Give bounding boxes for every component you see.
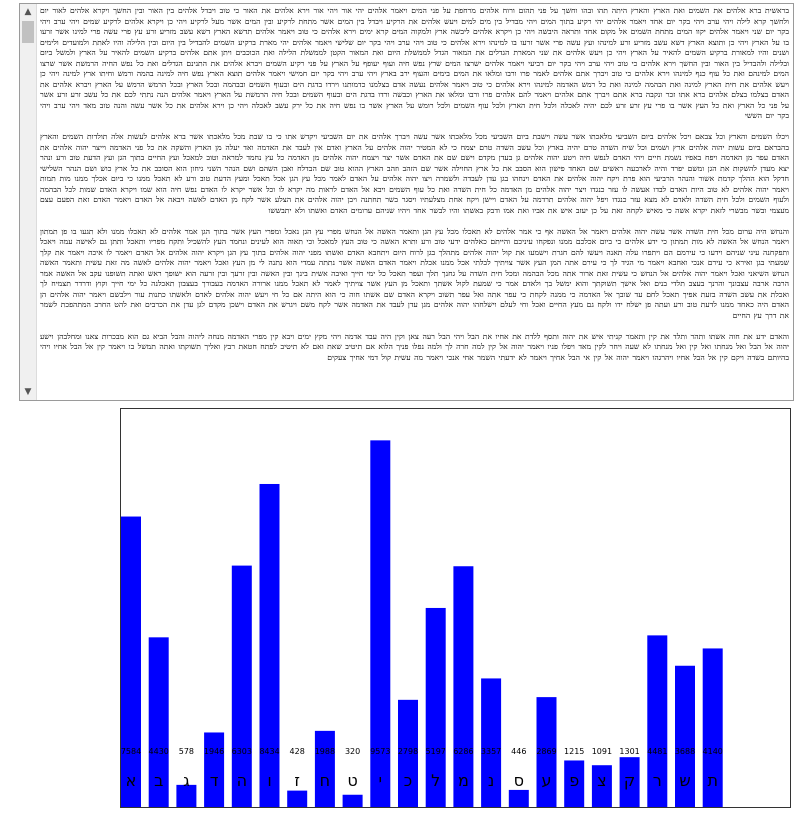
bar-value-label: 320 <box>344 747 361 756</box>
bar-value-label: 3688 <box>674 747 696 756</box>
bar-value-label: 446 <box>511 747 527 756</box>
bar-value-label: 3357 <box>480 747 502 756</box>
bar-value-label: 428 <box>289 747 305 756</box>
bar-value-label: 7584 <box>121 747 142 756</box>
bar-value-label: 9573 <box>370 747 391 756</box>
bar-value-label: 1091 <box>591 747 613 756</box>
category-label: א <box>125 771 137 790</box>
bar-value-label: 6286 <box>453 747 474 756</box>
bar-value-label: 578 <box>178 747 195 756</box>
category-label: ו <box>267 771 272 790</box>
text-content <box>40 6 789 398</box>
bar-value-label: 5197 <box>425 747 446 756</box>
category-label: ד <box>209 771 219 790</box>
bar-value-label: 2869 <box>536 747 557 756</box>
bar-chart-svg <box>121 409 790 807</box>
category-label: ש <box>679 771 691 790</box>
category-label: ס <box>513 771 524 790</box>
category-label: צ <box>597 771 607 790</box>
category-label: כ <box>403 771 413 790</box>
text-paragraph: ויכלו השמים והארץ וכל צבאם ויכל אלהים ביום השביעי מלאכתו אשר עשה וישבת ביום השביעי מכל מלאכתו אשר עשה ויברך אלהים את יום השביעי ויקדש אתו כי בו שבת מכל מלאכתו אשר ברא אלהים לעשות אלה תולדות השמים והארץ בהבראם ביום עשות יהוה אלהים ארץ ושמים וכל שיח השדה טרם יהיה בארץ וכל עשב השדה טרם יצמח כי לא המטיר יהוה אלהים על הארץ ואדם אין לעבד את האדמה ואד יעלה מן הארץ והשקה את כל פני האדמה וייצר יהוה אלהים את האדם עפר מן האדמה ויפח באפיו נשמת חיים ויהי האדם לנפש חיה ויטע יהוה אלהים גן בעדן מקדם וישם שם את האדם אשר יצר ויצמח יהוה אלהים מן האדמה כל עץ נחמד למראה וטוב למאכל ועץ החיים בתוך הגן ועץ הדעת טוב ורע ונהר יצא מעדן להשקות את הגן ומשם יפרד והיה לארבעה ראשים שם האחד פישון הוא הסבב את כל ארץ החוילה אשר שם הזהב וזהב הארץ ההוא טוב שם הבדלח ואבן השהם ושם הנהר השני גיחון הוא הסובב את כל ארץ כוש ושם הנהר השלישי חדקל הוא ההלך קדמת אשור והנהר הרביעי הוא פרת ויקח יהוה אלהים את האדם וינחהו בגן עדן לעבדה ולשמרה ויצו יהוה אלהים על האדם לאמר מכל עץ הגן אכל תאכל ומעץ הדעת טוב ורע לא תאכל ממנו כי ביום אכלך ממנו מות תמות ויאמר יהוה אלהים לא טוב היות האדם לבדו אעשה לו עזר כנגדו ויצר יהוה אלהים מן האדמה כל חית השדה ואת כל עוף השמים ויבא אל האדם לראות מה יקרא לו וכל אשר יקרא לו האדם נפש חיה הוא שמו ויקרא האדם שמות לכל הבהמה ולעוף השמים ולכל חית השדה ולאדם לא מצא עזר כנגדו ויפל יהוה אלהים תרדמה על האדם ויישן ויקח אחת מצלעתיו ויסגר בשר תחתנה ויבן יהוה אלהים את הצלע אשר לקח מן האדם לאשה ויבאה אל האדם ויאמר האדם זאת הפעם עצם מעצמי ובשר מבשרי לזאת יקרא אשה כי מאיש לקחה זאת על כן יעזב איש את אביו ואת אמו ודבק באשתו והיו לבשר אחד ויהיו שניהם ערומים האדם ואשתו ולא יתבששו <box>40 132 789 215</box>
bar-14 <box>509 790 529 807</box>
letter-frequency-chart <box>120 408 791 808</box>
category-label: ת <box>707 771 718 790</box>
category-label: ה <box>236 771 248 790</box>
category-label: ר <box>652 771 662 790</box>
category-label: פ <box>569 771 580 790</box>
text-paragraph: בראשית ברא אלהים את השמים ואת הארץ והארץ היתה תהו ובהו וחשך על פני תהום ורוח אלהים מרחפת על פני המים ויאמר אלהים יהי אור ויהי אור וירא אלהים את האור כי טוב ויבדל אלהים בין האור ובין החשך ויקרא אלהים לאור יום ולחשך קרא לילה ויהי ערב ויהי בקר יום אחד ויאמר אלהים יהי רקיע בתוך המים ויהי מבדיל בין מים למים ויעש אלהים את הרקיע ויבדל בין המים אשר מתחת לרקיע ובין המים אשר מעל לרקיע ויהי כן ויקרא אלהים לרקיע שמים ויהי ערב ויהי בקר יום שני ויאמר אלהים יקוו המים מתחת השמים אל מקום אחד ותראה היבשה ויהי כן ויקרא אלהים ליבשה ארץ ולמקוה המים קרא ימים וירא אלהים כי טוב ויאמר אלהים תדשא הארץ דשא עשב מזריע זרע עץ פרי עשה פרי למינו אשר זרעו בו על הארץ ויהי כן ותוצא הארץ דשא עשב מזריע זרע למינהו ועץ עשה פרי אשר זרעו בו למינהו וירא אלהים כי טוב ויהי ערב ויהי בקר יום שלישי ויאמר אלהים יהי מארת ברקיע השמים להבדיל בין היום ובין הלילה והיו לאתת ולמועדים ולימים ושנים והיו למאורת ברקיע השמים להאיר על הארץ ויהי כן ויעש אלהים את שני המארת הגדלים את המאור הגדל לממשלת היום ואת המאור הקטן לממשלת הלילה ואת הכוכבים ויתן אתם אלהים ברקיע השמים להאיר על הארץ ולמשל ביום ובלילה ולהבדיל בין האור ובין החשך וירא אלהים כי טוב ויהי ערב ויהי בקר יום רביעי ויאמר אלהים ישרצו המים שרץ נפש חיה ועוף יעופף על הארץ על פני רקיע השמים ויברא אלהים את התנינם הגדלים ואת כל נפש החיה הרמשת אשר שרצו המים למינהם ואת כל עוף כנף למינהו וירא אלהים כי טוב ויברך אתם אלהים לאמר פרו ורבו ומלאו את המים בימים והעוף ירב בארץ ויהי ערב ויהי בקר יום חמישי ויאמר אלהים תוצא הארץ נפש חיה למינה בהמה ורמש וחיתו ארץ למינה ויהי כן ויעש אלהים את חית הארץ למינה ואת הבהמה למינה ואת כל רמש האדמה למינהו וירא אלהים כי טוב ויאמר אלהים נעשה אדם בצלמנו כדמותנו וירדו בדגת הים ובעוף השמים ובבהמה ובכל הארץ ובכל הרמש הרמש על הארץ ויברא אלהים את האדם בצלמו בצלם אלהים ברא אתו זכר ונקבה ברא אתם ויברך אתם אלהים ויאמר להם אלהים פרו ורבו ומלאו את הארץ וכבשה ורדו בדגת הים ובעוף השמים ובכל חיה הרמשת על הארץ ויאמר אלהים הנה נתתי לכם את כל עשב זרע זרע אשר על פני כל הארץ ואת כל העץ אשר בו פרי עץ זרע זרע לכם יהיה לאכלה ולכל חית הארץ ולכל עוף השמים ולכל רומש על הארץ אשר בו נפש חיה את כל ירק עשב לאכלה ויהי כן וירא אלהים את כל אשר עשה והנה טוב מאד ויהי ערב ויהי בקר יום הששי <box>40 6 789 120</box>
bar-3 <box>204 732 224 807</box>
category-label: י <box>378 771 383 790</box>
category-label: ב <box>154 771 164 790</box>
bar-6 <box>287 791 307 807</box>
bar-7 <box>315 731 335 807</box>
bar-value-label: 4481 <box>647 747 668 756</box>
vertical-scrollbar[interactable] <box>20 4 37 400</box>
scroll-down-arrow-icon[interactable]: ▼ <box>24 387 32 397</box>
text-paragraph: והנחש היה ערום מכל חית השדה אשר עשה יהוה אלהים ויאמר אל האשה אף כי אמר אלהים לא תאכלו מכל עץ הגן ותאמר האשה אל הנחש מפרי עץ הגן נאכל ומפרי העץ אשר בתוך הגן אמר אלהים לא תאכלו ממנו ולא תגעו בו פן תמתון ויאמר הנחש אל האשה לא מות תמתון כי ידע אלהים כי ביום אכלכם ממנו ונפקחו עיניכם והייתם כאלהים ידעי טוב ורע ותרא האשה כי טוב העץ למאכל וכי תאוה הוא לעינים ונחמד העץ להשכיל ותקח מפריו ותאכל ותתן גם לאישה עמה ויאכל ותפקחנה עיני שניהם וידעו כי עירמם הם ויתפרו עלה תאנה ויעשו להם חגרת וישמעו את קול יהוה אלהים מתהלך בגן לרוח היום ויתחבא האדם ואשתו מפני יהוה אלהים בתוך עץ הגן ויקרא יהוה אלהים אל האדם ויאמר לו איכה ויאמר את קלך שמעתי בגן ואירא כי עירם אנכי ואחבא ויאמר מי הגיד לך כי עירם אתה המן העץ אשר צויתיך לבלתי אכל ממנו אכלת ויאמר האדם האשה אשר נתתה עמדי הוא נתנה לי מן העץ ואכל ויאמר יהוה אלהים לאשה מה זאת עשית ותאמר האשה הנחש השיאני ואכל ויאמר יהוה אלהים אל הנחש כי עשית זאת ארור אתה מכל הבהמה ומכל חית השדה על גחנך תלך ועפר תאכל כל ימי חייך ואיבה אשית בינך ובין האשה ובין זרעך ובין זרעה הוא ישופך ראש ואתה תשופנו עקב אל האשה אמר הרבה ארבה עצבונך והרנך בעצב תלדי בנים ואל אישך תשוקתך והוא ימשל בך ולאדם אמר כי שמעת לקול אשתך ותאכל מן העץ אשר צויתיך לאמר לא תאכל ממנו ארורה האדמה בעבורך בעצבון תאכלנה כל ימי חייך וקוץ ודרדר תצמיח לך ואכלת את עשב השדה בזעת אפיך תאכל לחם עד שובך אל האדמה כי ממנה לקחת כי עפר אתה ואל עפר תשוב ויקרא האדם שם אשתו חוה כי הוא היתה אם כל חי ויעש יהוה אלהים לאדם ולאשתו כתנות עור וילבשם ויאמר יהוה אלהים הן האדם היה כאחד ממנו לדעת טוב ורע ועתה פן ישלח ידו ולקח גם מעץ החיים ואכל וחי לעלם וישלחהו יהוה אלהים מגן עדן לעבד את האדמה אשר לקח משם ויגרש את האדם וישכן מקדם לגן עדן את הכרבים ואת להט החרב המתהפכת לשמר את דרך עץ החיים <box>40 226 789 320</box>
bar-value-label: 6303 <box>231 747 252 756</box>
bar-value-label: 4140 <box>702 747 723 756</box>
scroll-up-arrow-icon[interactable]: ▲ <box>24 7 32 17</box>
bar-value-label: 1946 <box>203 747 225 756</box>
bar-0 <box>121 517 141 807</box>
bar-8 <box>343 795 363 807</box>
category-label: ע <box>541 771 552 790</box>
bar-5 <box>260 484 280 807</box>
bar-value-label: 1988 <box>314 747 336 756</box>
category-label: ח <box>319 771 331 790</box>
scrollbar-thumb[interactable] <box>22 21 34 43</box>
bar-value-label: 1301 <box>619 747 640 756</box>
category-label: נ <box>487 771 495 790</box>
category-label: מ <box>457 771 469 790</box>
text-paragraph: והאדם ידע את חוה אשתו ותהר ותלד את קין ותאמר קניתי איש את יהוה ותסף ללדת את אחיו את הבל ויהי הבל רעה צאן וקין היה עבד אדמה ויהי מקץ ימים ויבא קין מפרי האדמה מנחה ליהוה והבל הביא גם הוא מבכרות צאנו ומחלבהן וישע יהוה אל הבל ואל מנחתו ואל קין ואל מנחתו לא שעה ויחר לקין מאד ויפלו פניו ויאמר יהוה אל קין למה חרה לך ולמה נפלו פניך הלוא אם תיטיב שאת ואם לא תיטיב לפתח חטאת רבץ ואליך תשוקתו ואתה תמשל בו ויאמר קין אל הבל אחיו ויהי בהיותם בשדה ויקם קין אל הבל אחיו ויהרגהו ויאמר יהוה אל קין אי הבל אחיך ויאמר לא ידעתי השמר אחי אנכי ויאמר מה עשית קול דמי אחיך צעקים <box>40 331 789 362</box>
category-label: ז <box>294 771 300 790</box>
hebrew-text-area[interactable] <box>19 3 794 401</box>
bar-value-label: 1215 <box>564 747 585 756</box>
category-label: ג <box>183 771 190 790</box>
category-label: ט <box>347 771 358 790</box>
bar-value-label: 8434 <box>259 747 280 756</box>
category-label: ל <box>431 771 441 790</box>
bar-value-label: 2798 <box>397 747 419 756</box>
category-label: ק <box>623 771 636 790</box>
bar-value-label: 4430 <box>148 747 169 756</box>
